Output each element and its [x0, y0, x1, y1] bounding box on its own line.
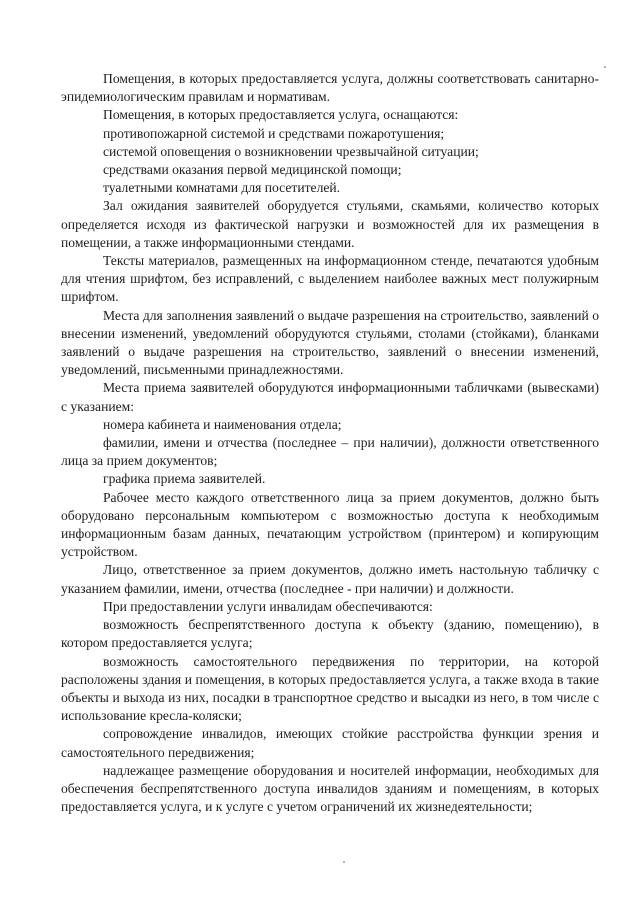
paragraph: Места для заполнения заявлений о выдаче разрешения на строительство, заявлений о внесении изменений, уведомлений оборудуются стульями, столами (стойками), бланками заявлений о выдаче разрешения на строительство, заявлений о внесении изменений, уведомлений, письменными принадлежностями. — [61, 307, 599, 378]
list-item: графика приема заявителей. — [103, 471, 266, 487]
list-item: средствами оказания первой медицинской помощи; — [103, 162, 402, 178]
paragraph: Лицо, ответственное за прием документов, должно иметь настольную табличку с указанием фамилии, имени, отчества (последнее - при наличии) и должности. — [61, 562, 599, 596]
list-item: возможность самостоятельного передвижения по территории, на которой расположены здания и помещения, в которых предоставляется услуга, а также входа в такие объекты и выхода из них, посадки в транспортное средство и высадки из него, в том числе с использование кресла-коляски; — [61, 653, 599, 724]
list-item: системой оповещения о возникновении чрезвычайной ситуации; — [103, 143, 479, 159]
list-item: туалетными комнатами для посетителей. — [103, 180, 341, 196]
paragraph: При предоставлении услуги инвалидам обеспечиваются: — [103, 598, 433, 614]
paragraph: Зал ожидания заявителей оборудуется стульями, скамьями, количество которых определяется исходя из фактической нагрузки и возможностей для их размещения в помещении, а также информационными стендами. — [61, 198, 599, 250]
paragraph: Рабочее место каждого ответственного лица за прием документов, должно быть оборудовано персональным компьютером с возможностью доступа к необходимым информационным базам данных, печатающим устройством (принтером) и копирующим устройством. — [61, 489, 599, 560]
scan-speck — [604, 66, 606, 68]
list-item: сопровождение инвалидов, имеющих стойкие расстройства функции зрения и самостоятельного передвижения; — [61, 726, 599, 760]
paragraph: Тексты материалов, размещенных на информационном стенде, печатаются удобным для чтения шрифтом, без исправлений, с выделением наиболее важных мест полужирным шрифтом. — [61, 253, 599, 305]
list-item: фамилии, имени и отчества (последнее – при наличии), должности ответственного лица за прием документов; — [61, 435, 599, 469]
list-item: возможность беспрепятственного доступа к объекту (зданию, помещению), в котором предоставляется услуга; — [61, 617, 599, 651]
paragraph: Помещения, в которых предоставляется услуга, должны соответствовать санитарно-эпидемиологическим правилам и нормативам. — [61, 71, 599, 105]
scan-speck — [343, 861, 345, 863]
list-item: противопожарной системой и средствами пожаротушения; — [103, 125, 445, 141]
document-page — [61, 70, 599, 816]
paragraph: Места приема заявителей оборудуются информационными табличками (вывесками) с указанием: — [61, 380, 599, 414]
list-item: надлежащее размещение оборудования и носителей информации, необходимых для обеспечения беспрепятственного доступа инвалидов зданиям и помещениям, в которых предоставляется услуга, и к услуге с учетом ограничений их жизнедеятельности; — [61, 762, 599, 815]
paragraph: Помещения, в которых предоставляется услуга, оснащаются: — [103, 107, 459, 123]
list-item: номера кабинета и наименования отдела; — [103, 416, 342, 432]
